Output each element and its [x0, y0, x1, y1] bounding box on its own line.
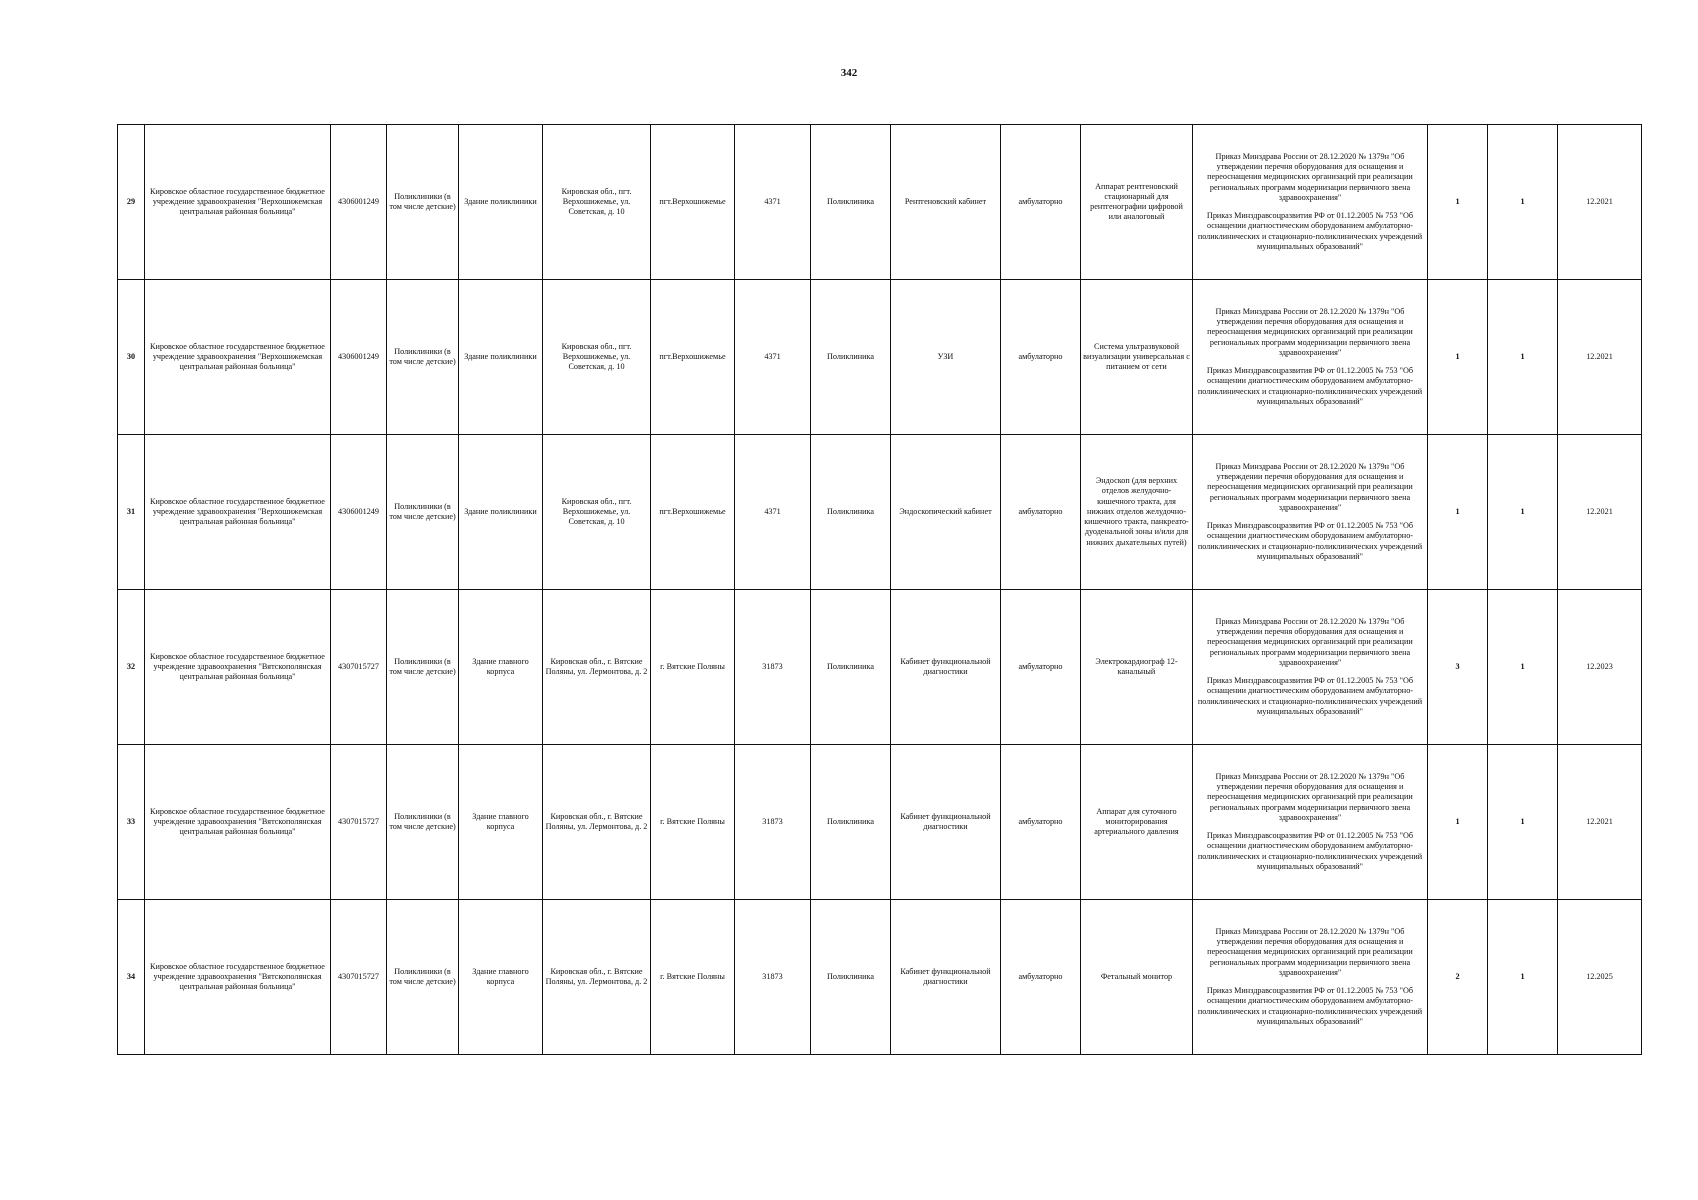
organization-cell: Кировское областное государственное бюджетное учреждение здравоохранения "Вятскополянская центральная районная больница": [145, 590, 331, 745]
row-number: 31: [118, 435, 145, 590]
population-cell: 4371: [735, 125, 811, 280]
inn-cell: 4307015727: [331, 745, 387, 900]
address-cell: Кировская обл., пгт. Верхошижемье, ул. Советская, д. 10: [543, 125, 651, 280]
unit-cell: Поликлиника: [811, 590, 891, 745]
inn-cell: 4307015727: [331, 590, 387, 745]
basis-order-1379n: Приказ Минздрава России от 28.12.2020 № 1379н "Об утверждении перечня оборудования для оснащения и переоснащения медицинских организаций при реализации региональных программ модернизации первичного звена здравоохранения": [1207, 462, 1413, 512]
quantity-cell: 1: [1428, 125, 1488, 280]
table-row: [118, 435, 1642, 590]
basis-order-753: Приказ Минздравсоцразвития РФ от 01.12.2005 № 753 "Об оснащении диагностическим оборудованием амбулаторно-поликлинических и стационарно-поликлинических учреждений муниципальных образований": [1197, 676, 1423, 716]
quantity-2-cell: 1: [1488, 745, 1558, 900]
legal-basis-cell: [1193, 900, 1428, 1055]
address-cell: Кировская обл., г. Вятские Поляны, ул. Лермонтова, д. 2: [543, 590, 651, 745]
quantity-2-cell: 1: [1488, 590, 1558, 745]
settlement-cell: пгт.Верхошижемье: [651, 280, 735, 435]
equipment-cell: Эндоскоп (для верхних отделов желудочно-кишечного тракта, для нижних отделов желудочно-кишечного тракта, панкреато-дуоденальной зоны и/или для нижних дыхательных путей): [1081, 435, 1193, 590]
building-cell: Здание поликлиники: [459, 125, 543, 280]
legal-basis-cell: [1193, 745, 1428, 900]
building-cell: Здание поликлиники: [459, 280, 543, 435]
legal-basis-cell: [1193, 125, 1428, 280]
mode-cell: амбулаторно: [1001, 900, 1081, 1055]
quantity-cell: 2: [1428, 900, 1488, 1055]
organization-cell: Кировское областное государственное бюджетное учреждение здравоохранения "Верхошижемская центральная районная больница": [145, 435, 331, 590]
mode-cell: амбулаторно: [1001, 125, 1081, 280]
date-cell: 12.2021: [1558, 280, 1642, 435]
population-cell: 31873: [735, 590, 811, 745]
table-row: [118, 900, 1642, 1055]
row-number: 32: [118, 590, 145, 745]
date-cell: 12.2021: [1558, 435, 1642, 590]
equipment-cell: Фетальный монитор: [1081, 900, 1193, 1055]
quantity-2-cell: 1: [1488, 125, 1558, 280]
date-cell: 12.2023: [1558, 590, 1642, 745]
table-row: [118, 280, 1642, 435]
inn-cell: 4306001249: [331, 435, 387, 590]
facility-type-cell: Поликлиники (в том числе детские): [387, 900, 459, 1055]
building-cell: Здание главного корпуса: [459, 590, 543, 745]
equipment-cell: Аппарат для суточного мониторирования артериального давления: [1081, 745, 1193, 900]
quantity-cell: 1: [1428, 280, 1488, 435]
basis-order-753: Приказ Минздравсоцразвития РФ от 01.12.2005 № 753 "Об оснащении диагностическим оборудованием амбулаторно-поликлинических и стационарно-поликлинических учреждений муниципальных образований": [1197, 831, 1423, 871]
facility-type-cell: Поликлиники (в том числе детские): [387, 745, 459, 900]
mode-cell: амбулаторно: [1001, 745, 1081, 900]
address-cell: Кировская обл., пгт. Верхошижемье, ул. Советская, д. 10: [543, 435, 651, 590]
population-cell: 4371: [735, 435, 811, 590]
row-number: 33: [118, 745, 145, 900]
basis-order-1379n: Приказ Минздрава России от 28.12.2020 № 1379н "Об утверждении перечня оборудования для оснащения и переоснащения медицинских организаций при реализации региональных программ модернизации первичного звена здравоохранения": [1207, 927, 1413, 977]
mode-cell: амбулаторно: [1001, 435, 1081, 590]
facility-type-cell: Поликлиники (в том числе детские): [387, 590, 459, 745]
organization-cell: Кировское областное государственное бюджетное учреждение здравоохранения "Вятскополянская центральная районная больница": [145, 745, 331, 900]
settlement-cell: г. Вятские Поляны: [651, 745, 735, 900]
room-cell: Рентгеновский кабинет: [891, 125, 1001, 280]
building-cell: Здание главного корпуса: [459, 745, 543, 900]
basis-order-1379n: Приказ Минздрава России от 28.12.2020 № 1379н "Об утверждении перечня оборудования для оснащения и переоснащения медицинских организаций при реализации региональных программ модернизации первичного звена здравоохранения": [1207, 772, 1413, 822]
room-cell: Кабинет функциональной диагностики: [891, 745, 1001, 900]
population-cell: 4371: [735, 280, 811, 435]
table-row: [118, 590, 1642, 745]
building-cell: Здание поликлиники: [459, 435, 543, 590]
settlement-cell: пгт.Верхошижемье: [651, 125, 735, 280]
organization-cell: Кировское областное государственное бюджетное учреждение здравоохранения "Вятскополянская центральная районная больница": [145, 900, 331, 1055]
address-cell: Кировская обл., г. Вятские Поляны, ул. Лермонтова, д. 2: [543, 900, 651, 1055]
basis-order-753: Приказ Минздравсоцразвития РФ от 01.12.2005 № 753 "Об оснащении диагностическим оборудованием амбулаторно-поликлинических и стационарно-поликлинических учреждений муниципальных образований": [1197, 521, 1423, 561]
room-cell: Эндоскопический кабинет: [891, 435, 1001, 590]
facility-type-cell: Поликлиники (в том числе детские): [387, 280, 459, 435]
address-cell: Кировская обл., г. Вятские Поляны, ул. Лермонтова, д. 2: [543, 745, 651, 900]
quantity-2-cell: 1: [1488, 900, 1558, 1055]
unit-cell: Поликлиника: [811, 280, 891, 435]
table-row: [118, 745, 1642, 900]
quantity-cell: 1: [1428, 745, 1488, 900]
legal-basis-cell: [1193, 435, 1428, 590]
basis-order-1379n: Приказ Минздрава России от 28.12.2020 № 1379н "Об утверждении перечня оборудования для оснащения и переоснащения медицинских организаций при реализации региональных программ модернизации первичного звена здравоохранения": [1207, 617, 1413, 667]
room-cell: Кабинет функциональной диагностики: [891, 590, 1001, 745]
unit-cell: Поликлиника: [811, 900, 891, 1055]
basis-order-1379n: Приказ Минздрава России от 28.12.2020 № 1379н "Об утверждении перечня оборудования для оснащения и переоснащения медицинских организаций при реализации региональных программ модернизации первичного звена здравоохранения": [1207, 307, 1413, 357]
room-cell: Кабинет функциональной диагностики: [891, 900, 1001, 1055]
date-cell: 12.2021: [1558, 125, 1642, 280]
row-number: 34: [118, 900, 145, 1055]
row-number: 29: [118, 125, 145, 280]
room-cell: УЗИ: [891, 280, 1001, 435]
settlement-cell: г. Вятские Поляны: [651, 590, 735, 745]
page-number: 342: [840, 67, 858, 79]
equipment-cell: Система ультразвуковой визуализации универсальная с питанием от сети: [1081, 280, 1193, 435]
inn-cell: 4306001249: [331, 125, 387, 280]
unit-cell: Поликлиника: [811, 435, 891, 590]
population-cell: 31873: [735, 900, 811, 1055]
unit-cell: Поликлиника: [811, 745, 891, 900]
basis-order-753: Приказ Минздравсоцразвития РФ от 01.12.2005 № 753 "Об оснащении диагностическим оборудованием амбулаторно-поликлинических и стационарно-поликлинических учреждений муниципальных образований": [1197, 986, 1423, 1026]
facility-type-cell: Поликлиники (в том числе детские): [387, 125, 459, 280]
equipment-cell: Аппарат рентгеновский стационарный для рентгенографии цифровой или аналоговый: [1081, 125, 1193, 280]
table-row: [118, 125, 1642, 280]
legal-basis-cell: [1193, 280, 1428, 435]
equipment-table: [117, 124, 1642, 1055]
date-cell: 12.2021: [1558, 745, 1642, 900]
address-cell: Кировская обл., пгт. Верхошижемье, ул. Советская, д. 10: [543, 280, 651, 435]
organization-cell: Кировское областное государственное бюджетное учреждение здравоохранения "Верхошижемская центральная районная больница": [145, 280, 331, 435]
mode-cell: амбулаторно: [1001, 590, 1081, 745]
quantity-cell: 3: [1428, 590, 1488, 745]
row-number: 30: [118, 280, 145, 435]
equipment-cell: Электрокардиограф 12-канальный: [1081, 590, 1193, 745]
quantity-2-cell: 1: [1488, 280, 1558, 435]
basis-order-753: Приказ Минздравсоцразвития РФ от 01.12.2005 № 753 "Об оснащении диагностическим оборудованием амбулаторно-поликлинических и стационарно-поликлинических учреждений муниципальных образований": [1197, 211, 1423, 251]
legal-basis-cell: [1193, 590, 1428, 745]
population-cell: 31873: [735, 745, 811, 900]
unit-cell: Поликлиника: [811, 125, 891, 280]
basis-order-753: Приказ Минздравсоцразвития РФ от 01.12.2005 № 753 "Об оснащении диагностическим оборудованием амбулаторно-поликлинических и стационарно-поликлинических учреждений муниципальных образований": [1197, 366, 1423, 406]
quantity-cell: 1: [1428, 435, 1488, 590]
basis-order-1379n: Приказ Минздрава России от 28.12.2020 № 1379н "Об утверждении перечня оборудования для оснащения и переоснащения медицинских организаций при реализации региональных программ модернизации первичного звена здравоохранения": [1207, 152, 1413, 202]
settlement-cell: г. Вятские Поляны: [651, 900, 735, 1055]
inn-cell: 4307015727: [331, 900, 387, 1055]
date-cell: 12.2025: [1558, 900, 1642, 1055]
building-cell: Здание главного корпуса: [459, 900, 543, 1055]
settlement-cell: пгт.Верхошижемье: [651, 435, 735, 590]
quantity-2-cell: 1: [1488, 435, 1558, 590]
organization-cell: Кировское областное государственное бюджетное учреждение здравоохранения "Верхошижемская центральная районная больница": [145, 125, 331, 280]
facility-type-cell: Поликлиники (в том числе детские): [387, 435, 459, 590]
mode-cell: амбулаторно: [1001, 280, 1081, 435]
inn-cell: 4306001249: [331, 280, 387, 435]
